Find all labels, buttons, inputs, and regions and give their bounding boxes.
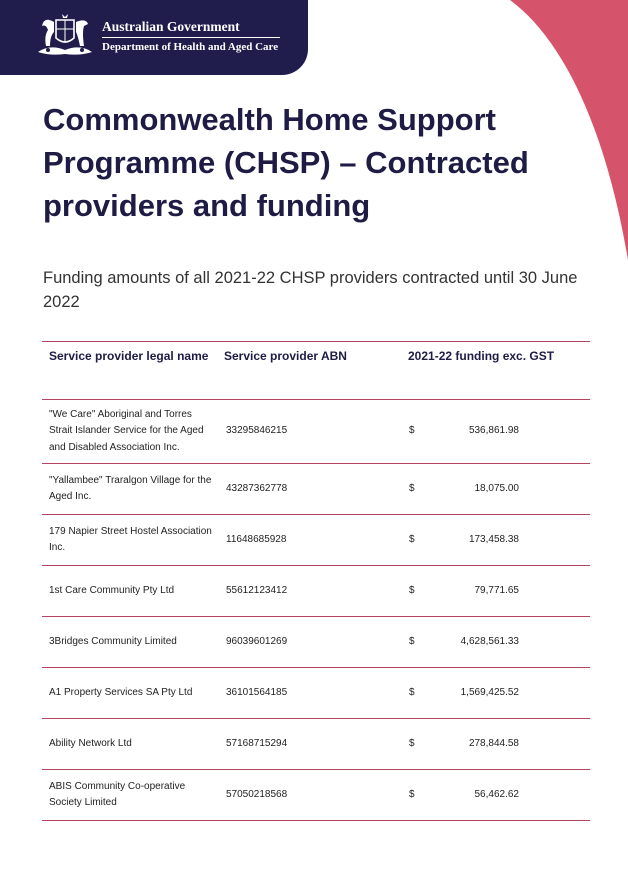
table-row [42, 770, 590, 821]
currency-symbol: $ [409, 425, 415, 437]
funding-amount: 79,771.65 [474, 584, 519, 596]
currency-symbol: $ [409, 584, 415, 596]
provider-name: ABIS Community Co-operative Society Limited [49, 780, 186, 808]
provider-name: Ability Network Ltd [49, 737, 132, 749]
table-row [42, 719, 590, 770]
funding-amount: 278,844.58 [468, 737, 519, 749]
provider-name: "Yallambee" Traralgon Village for the Aged Inc. [49, 474, 212, 502]
provider-abn: 57168715294 [226, 737, 288, 749]
funding-cell [406, 400, 590, 464]
page-subtitle: Funding amounts of all 2021-22 CHSP providers contracted until 30 June 2022 [43, 269, 578, 311]
table-header-row [42, 342, 590, 400]
header-divider [102, 37, 280, 38]
currency-symbol: $ [409, 482, 415, 494]
funding-cell [406, 668, 590, 719]
provider-name: 1st Care Community Pty Ltd [49, 584, 175, 596]
provider-abn: 33295846215 [226, 425, 288, 437]
page-title: Commonwealth Home Support Programme (CHSP) – Contracted providers and funding [43, 102, 529, 223]
funding-amount: 4,628,561.33 [460, 635, 519, 647]
funding-amount: 18,075.00 [474, 482, 519, 494]
column-header-name: Service provider legal name [49, 349, 209, 363]
funding-cell [406, 464, 590, 515]
currency-symbol: $ [409, 737, 415, 749]
provider-abn: 96039601269 [226, 635, 288, 647]
provider-abn: 36101564185 [226, 686, 288, 698]
provider-abn: 43287362778 [226, 482, 288, 494]
column-header-funding: 2021-22 funding exc. GST [408, 349, 555, 363]
table-row [42, 464, 590, 515]
funding-amount: 56,462.62 [474, 788, 519, 800]
coat-of-arms-icon [34, 12, 96, 58]
table-row [42, 515, 590, 566]
provider-name: "We Care" Aboriginal and Torres Strait Islander Service for the Aged and Disabled Association Inc. [49, 408, 204, 453]
provider-abn: 57050218568 [226, 788, 288, 800]
provider-abn: 11648685928 [226, 533, 287, 545]
funding-amount: 1,569,425.52 [460, 686, 519, 698]
table-row [42, 617, 590, 668]
funding-cell [406, 617, 590, 668]
table-row [42, 400, 590, 464]
government-name: Australian Government [102, 19, 240, 34]
column-header-abn: Service provider ABN [224, 349, 347, 363]
funding-cell [406, 515, 590, 566]
funding-cell [406, 719, 590, 770]
header-banner [0, 0, 308, 75]
currency-symbol: $ [409, 788, 415, 800]
provider-name: 179 Napier Street Hostel Association Inc. [49, 525, 212, 553]
provider-name: 3Bridges Community Limited [49, 635, 177, 647]
provider-name: A1 Property Services SA Pty Ltd [49, 686, 193, 698]
currency-symbol: $ [409, 686, 415, 698]
funding-table [42, 341, 590, 821]
funding-cell [406, 566, 590, 617]
funding-amount: 173,458.38 [468, 533, 519, 545]
funding-amount: 536,861.98 [468, 425, 519, 437]
table-row [42, 668, 590, 719]
funding-cell [406, 770, 590, 821]
department-name: Department of Health and Aged Care [102, 41, 279, 53]
currency-symbol: $ [409, 533, 415, 545]
currency-symbol: $ [409, 635, 415, 647]
table-row [42, 566, 590, 617]
provider-abn: 55612123412 [226, 584, 288, 596]
